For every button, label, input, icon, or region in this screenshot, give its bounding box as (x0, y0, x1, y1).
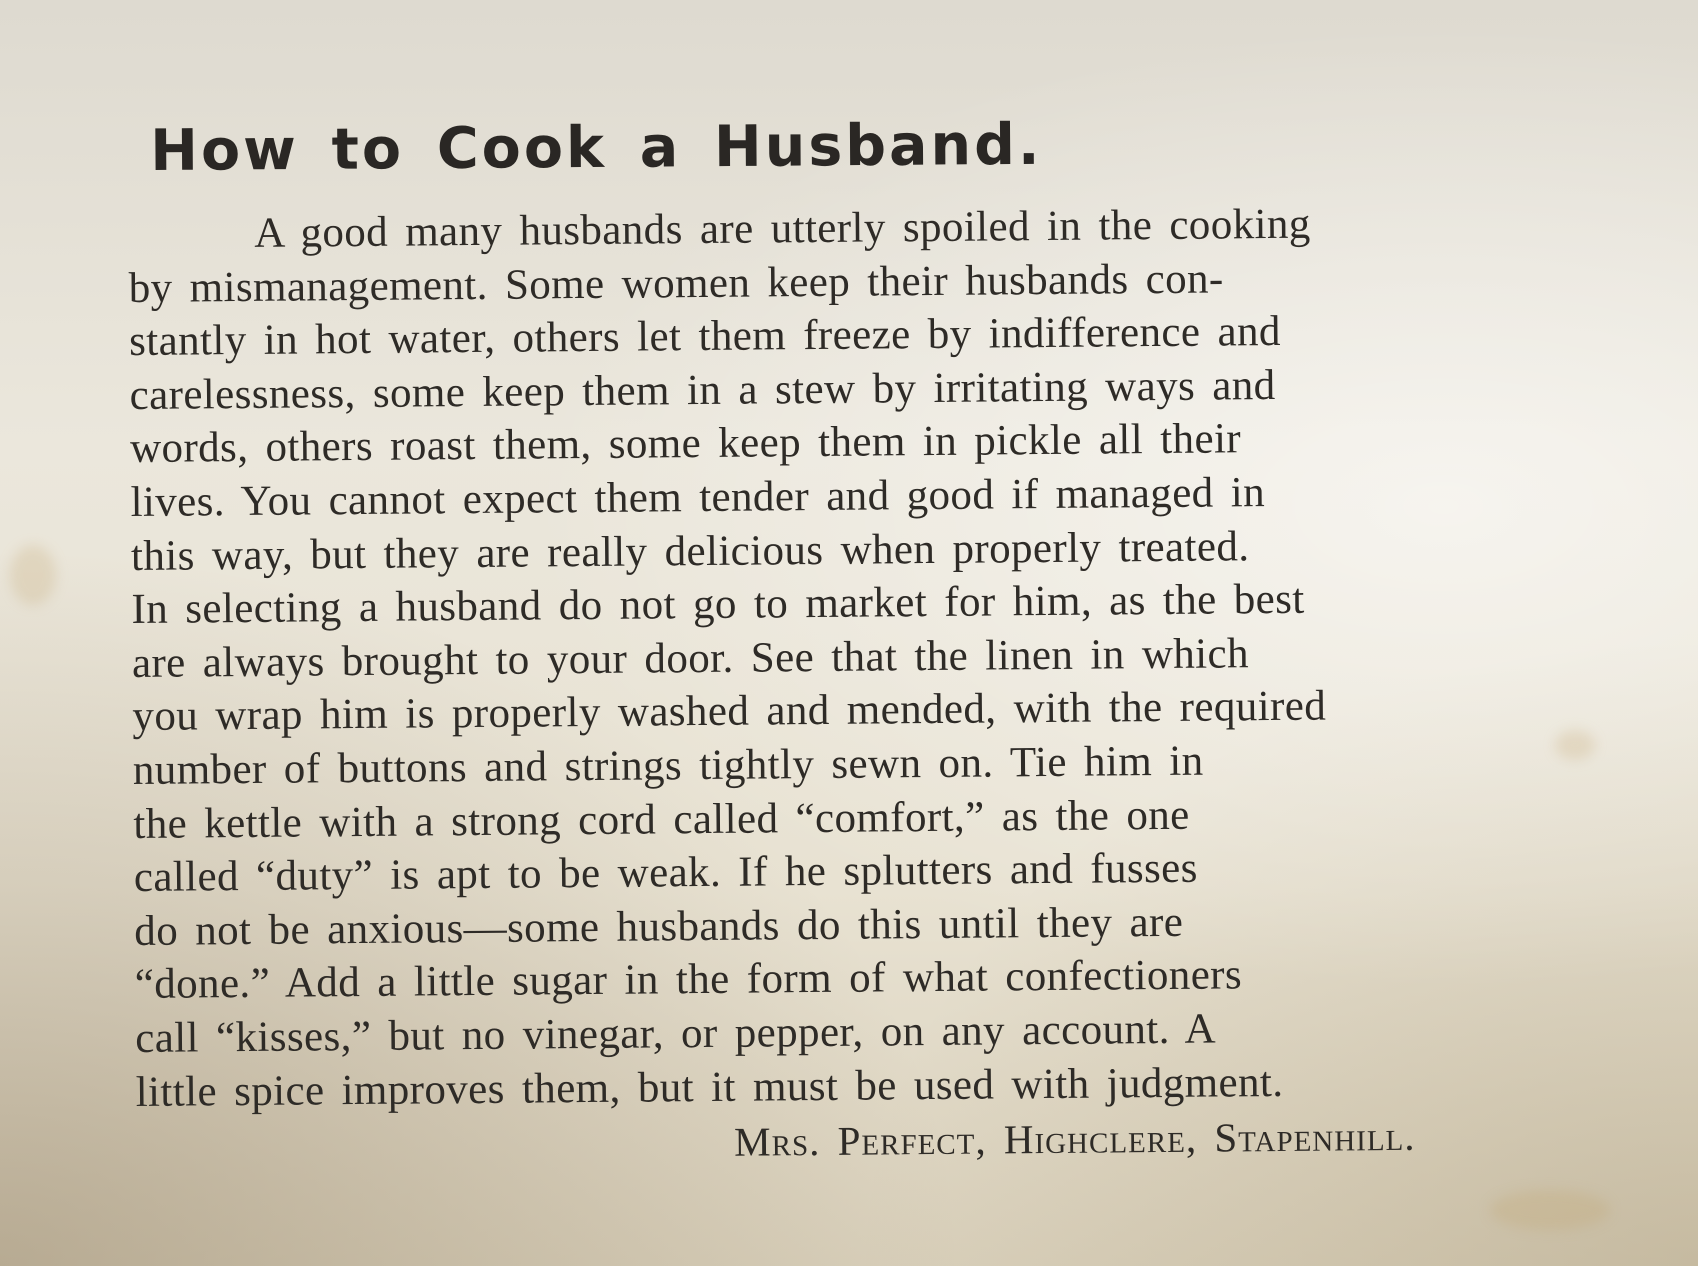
text-line: stantly in hot water, others let them freeze by indifference and (128, 308, 1282, 366)
text-line: do not be anxious—some husbands do this until they are (134, 898, 1184, 955)
text-line: you wrap him is properly washed and mended, with the required (132, 682, 1327, 741)
text-line: this way, but they are really delicious when properly treated. (130, 522, 1250, 580)
text-line: number of buttons and strings tightly sewn on. Tie him in (132, 737, 1204, 794)
text-line: called “duty” is apt to be weak. If he splutters and fusses (133, 844, 1198, 902)
text-line: A good many husbands are utterly spoiled in the cooking (254, 200, 1311, 257)
text-line: little spice improves them, but it must be used with judgment. (135, 1058, 1284, 1116)
text-line: lives. You cannot expect them tender and good if managed in (130, 469, 1266, 526)
paper-stain (1490, 1190, 1610, 1230)
text-line: carelessness, some keep them in a stew by irritating ways and (129, 361, 1276, 419)
text-line: call “kisses,” but no vinegar, or pepper, on any account. A (135, 1005, 1217, 1062)
text-line: In selecting a husband do not go to market for him, as the best (131, 575, 1305, 634)
article-body (128, 195, 1636, 1175)
text-line: by mismanagement. Some women keep their husbands con- (128, 255, 1224, 312)
author-signature: Mrs. Perfect, Highclere, Stapenhill. (733, 1112, 1416, 1165)
text-line: “done.” Add a little sugar in the form of what confectioners (134, 951, 1243, 1009)
text-line: are always brought to your door. See that the linen in which (131, 629, 1250, 687)
text-line: words, others roast them, some keep them in pickle all their (129, 415, 1242, 473)
text-line: the kettle with a strong cord called “comfort,” as the one (133, 791, 1190, 848)
paper-stain (10, 545, 56, 605)
article-title: How to Cook a Husband. (150, 111, 1043, 184)
